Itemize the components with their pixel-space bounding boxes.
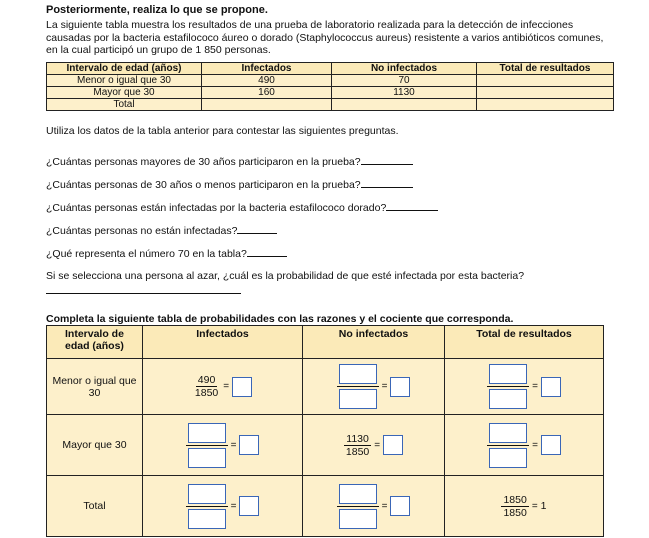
numerator-box[interactable] [188, 484, 226, 504]
question-text: Si se selecciona una persona al azar, ¿cuál es la probabilidad de que esté infectada por esta bacteria? [46, 270, 525, 282]
table-row [47, 415, 604, 476]
denominator: 1850 [194, 387, 219, 399]
result-value: 1 [540, 500, 547, 512]
cell-infected[interactable] [202, 99, 332, 111]
question-5 [46, 247, 287, 260]
answer-box[interactable] [541, 377, 561, 397]
equals-sign: = [230, 500, 237, 512]
numerator: 490 [197, 374, 216, 386]
fraction-input [487, 364, 529, 409]
row-label: Total [47, 476, 143, 537]
fraction [501, 494, 528, 519]
question-text: ¿Cuántas personas mayores de 30 años participaron en la prueba? [46, 156, 361, 168]
question-text: ¿Cuántas personas no están infectadas? [46, 225, 238, 237]
numerator-box[interactable] [489, 423, 527, 443]
cell-infected: 160 [202, 87, 332, 99]
denominator-box[interactable] [188, 509, 226, 529]
numerator-box[interactable] [489, 364, 527, 384]
question-6 [46, 270, 524, 282]
table-row [47, 87, 614, 99]
results-table [46, 62, 614, 111]
cell-not-infected [303, 476, 445, 537]
question-4 [46, 224, 277, 237]
row-label: Mayor que 30 [47, 415, 143, 476]
equals-sign: = [381, 500, 388, 512]
col-header-total: Total de resultados [477, 63, 614, 75]
numerator-box[interactable] [188, 423, 226, 443]
probability-table [46, 325, 604, 537]
question-text: ¿Cuántas personas están infectadas por la bacteria estafilococo dorado? [46, 202, 387, 214]
table-row [47, 359, 604, 415]
equals-sign: = [532, 381, 538, 392]
table-header-row [47, 63, 614, 75]
answer-blank[interactable] [361, 155, 413, 165]
cell-infected [143, 359, 303, 415]
denominator-box[interactable] [339, 389, 377, 409]
fraction-input [487, 423, 529, 468]
cell-total [445, 415, 604, 476]
col-header-infected: Infectados [143, 326, 303, 359]
intro-paragraph: La siguiente tabla muestra los resultados de una prueba de laboratorio realizada para la detección de infecciones causadas por la bacteria estafilococo áureo o dorado (Staphylococcus aureus) resistente a varios antibióticos comunes, en la cual participó un grupo de 1 850 personas. [46, 19, 604, 56]
equals-sign: = [223, 381, 230, 392]
equals-sign: = [381, 381, 388, 392]
equals-sign: = [374, 439, 381, 451]
answer-blank[interactable] [386, 201, 438, 211]
numerator-box[interactable] [339, 484, 377, 504]
section-heading: Completa la siguiente tabla de probabilidades con las razones y el cociente que corresponda. [46, 313, 514, 325]
cell-total[interactable] [477, 87, 614, 99]
col-header-infected: Infectados [202, 63, 332, 75]
cell-not-infected[interactable] [332, 99, 477, 111]
question-3 [46, 201, 438, 214]
cell-not-infected [303, 415, 445, 476]
col-header-total: Total de resultados [445, 326, 604, 359]
answer-box[interactable] [541, 435, 561, 455]
cell-total [445, 359, 604, 415]
cell-total[interactable] [477, 75, 614, 87]
cell-not-infected: 70 [332, 75, 477, 87]
instruction-text: Utiliza los datos de la tabla anterior para contestar las siguientes preguntas. [46, 125, 399, 137]
cell-age: Menor o igual que 30 [47, 75, 202, 87]
answer-box[interactable] [239, 496, 259, 516]
fraction-input [186, 423, 228, 468]
page-heading: Posteriormente, realiza lo que se propone. [46, 4, 268, 16]
equals-sign: = [230, 439, 237, 451]
answer-box[interactable] [239, 435, 259, 455]
table-row [47, 476, 604, 537]
fraction-input [337, 484, 379, 529]
cell-total[interactable] [477, 99, 614, 111]
cell-infected [143, 476, 303, 537]
denominator: 1850 [503, 506, 527, 519]
answer-box[interactable] [390, 377, 410, 397]
cell-not-infected [303, 359, 445, 415]
numerator-box[interactable] [339, 364, 377, 384]
col-header-age: Intervalo de edad (años) [47, 326, 143, 359]
cell-total [445, 476, 604, 537]
table-row [47, 75, 614, 87]
denominator-box[interactable] [489, 389, 527, 409]
denominator: 1850 [345, 445, 370, 458]
answer-blank[interactable] [237, 224, 277, 234]
answer-line[interactable] [46, 293, 241, 294]
question-2 [46, 178, 413, 191]
equals-sign: = [532, 439, 538, 451]
answer-box[interactable] [390, 496, 410, 516]
col-header-not-infected: No infectados [303, 326, 445, 359]
equals-sign: = [531, 500, 538, 512]
cell-infected [143, 415, 303, 476]
cell-infected: 490 [202, 75, 332, 87]
cell-age: Total [47, 99, 202, 111]
question-1 [46, 155, 413, 168]
answer-box[interactable] [232, 377, 252, 397]
col-header-age: Intervalo de edad (años) [47, 63, 202, 75]
answer-box[interactable] [383, 435, 403, 455]
question-text: ¿Qué representa el número 70 en la tabla? [46, 248, 247, 260]
denominator-box[interactable] [339, 509, 377, 529]
numerator: 1130 [346, 432, 369, 445]
numerator: 1850 [503, 493, 527, 506]
fraction [193, 374, 220, 399]
table-row [47, 99, 614, 111]
answer-blank[interactable] [361, 178, 413, 188]
col-header-not-infected: No infectados [332, 63, 477, 75]
table-header-row [47, 326, 604, 359]
cell-not-infected: 1130 [332, 87, 477, 99]
cell-age: Mayor que 30 [47, 87, 202, 99]
row-label: Menor o igual que 30 [47, 359, 143, 415]
question-text: ¿Cuántas personas de 30 años o menos participaron en la prueba? [46, 179, 361, 191]
denominator-box[interactable] [489, 448, 527, 468]
fraction [344, 433, 371, 458]
denominator-box[interactable] [188, 448, 226, 468]
fraction-input [337, 364, 379, 409]
answer-blank[interactable] [247, 247, 287, 257]
fraction-input [186, 484, 228, 529]
